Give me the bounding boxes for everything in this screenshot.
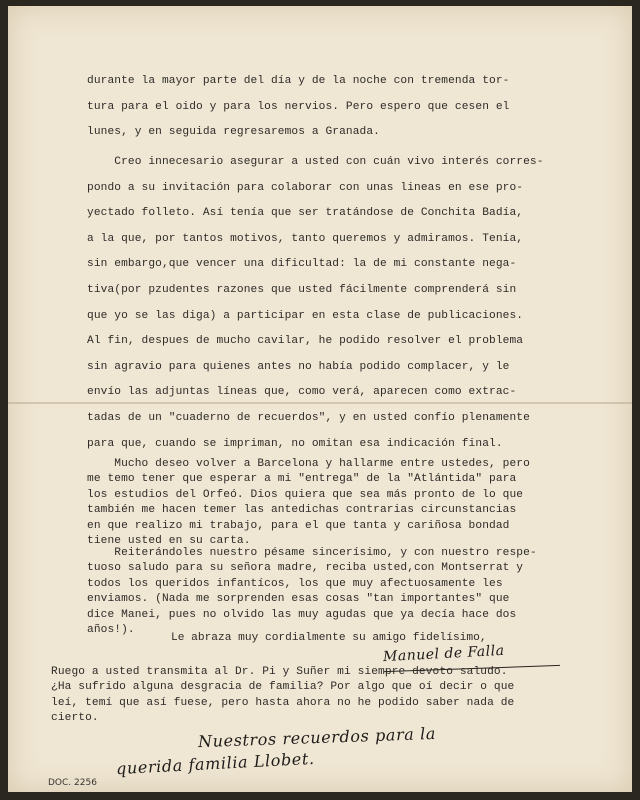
postscript: Ruego a usted transmita al Dr. Pi y Suñer mi siempre devoto saludo. ¿Ha sufrido alguna desgracia de familia? Por algo que oí decir o que leí, temí que así fuese, pero hasta ahora no he podido saber nada de cierto. (51, 666, 515, 725)
paragraph-2: Creo innecesario asegurar a usted con cuán vivo interés corres- pondo a su invitación para colaborar con unas lineas en ese pro- yectado folleto. Así tenía que ser tratándose de Conchita Badía, a la que, por tantos motivos, tanto queremos y admiramos. Tenía, sin embargo,que vencer una dificultad: la de mi constante nega- tiva(por pzudentes razones que usted fácilmente comprenderá sin que yo se las diga) a participar en esta clase de publicaciones. Al fin, despues de mucho cavilar, he podido resolver el problema sin agravio para quienes antes no había podido complacer, y le envío las adjuntas líneas que, como verá, aparecen como extrac- tadas de un "cuaderno de recuerdos", y en usted confío plenamente para que, cuando se impriman, no omitan esa indicación final. (87, 156, 544, 450)
letter-page (8, 6, 632, 792)
document-reference-label: DOC. 2256 (48, 778, 97, 788)
paragraph-1: durante la mayor parte del día y de la noche con tremenda tor- tura para el oido y para los nervios. Pero espero que cesen el lunes, y en seguida regresaremos a Granada. (87, 75, 510, 138)
handwritten-note-line-1: Nuestros recuerdos para la (197, 723, 437, 752)
signature: Manuel de Falla (382, 642, 505, 666)
closing-line: Le abraza muy cordialmente su amigo fidelísimo, (171, 632, 487, 644)
handwritten-note-line-2: querida familia Llobet. (115, 748, 316, 779)
paragraph-4: Reiterándoles nuestro pésame sincerísimo, y con nuestro respe- tuoso saludo para su señora madre, reciba usted,con Montserrat y todos los queridos infantícos, los que muy afectuosamente les enviamos. (Nada me sorprenden esas cosas "tan importantes" que dice Manei, pues no olvido las muy agudas que ya decía hace dos años!). (87, 547, 537, 637)
paragraph-3: Mucho deseo volver a Barcelona y hallarme entre ustedes, pero me temo tener que esperar a mi "entrega" de la "Atlántida" para los estudios del Orfeó. Dios quiera que sea más pronto de lo que también me hacen temer las antedichas contrarias circunstancias en que realizo mi trabajo, para el que tanta y cariñosa bondad tiene usted en su carta. (87, 458, 530, 548)
